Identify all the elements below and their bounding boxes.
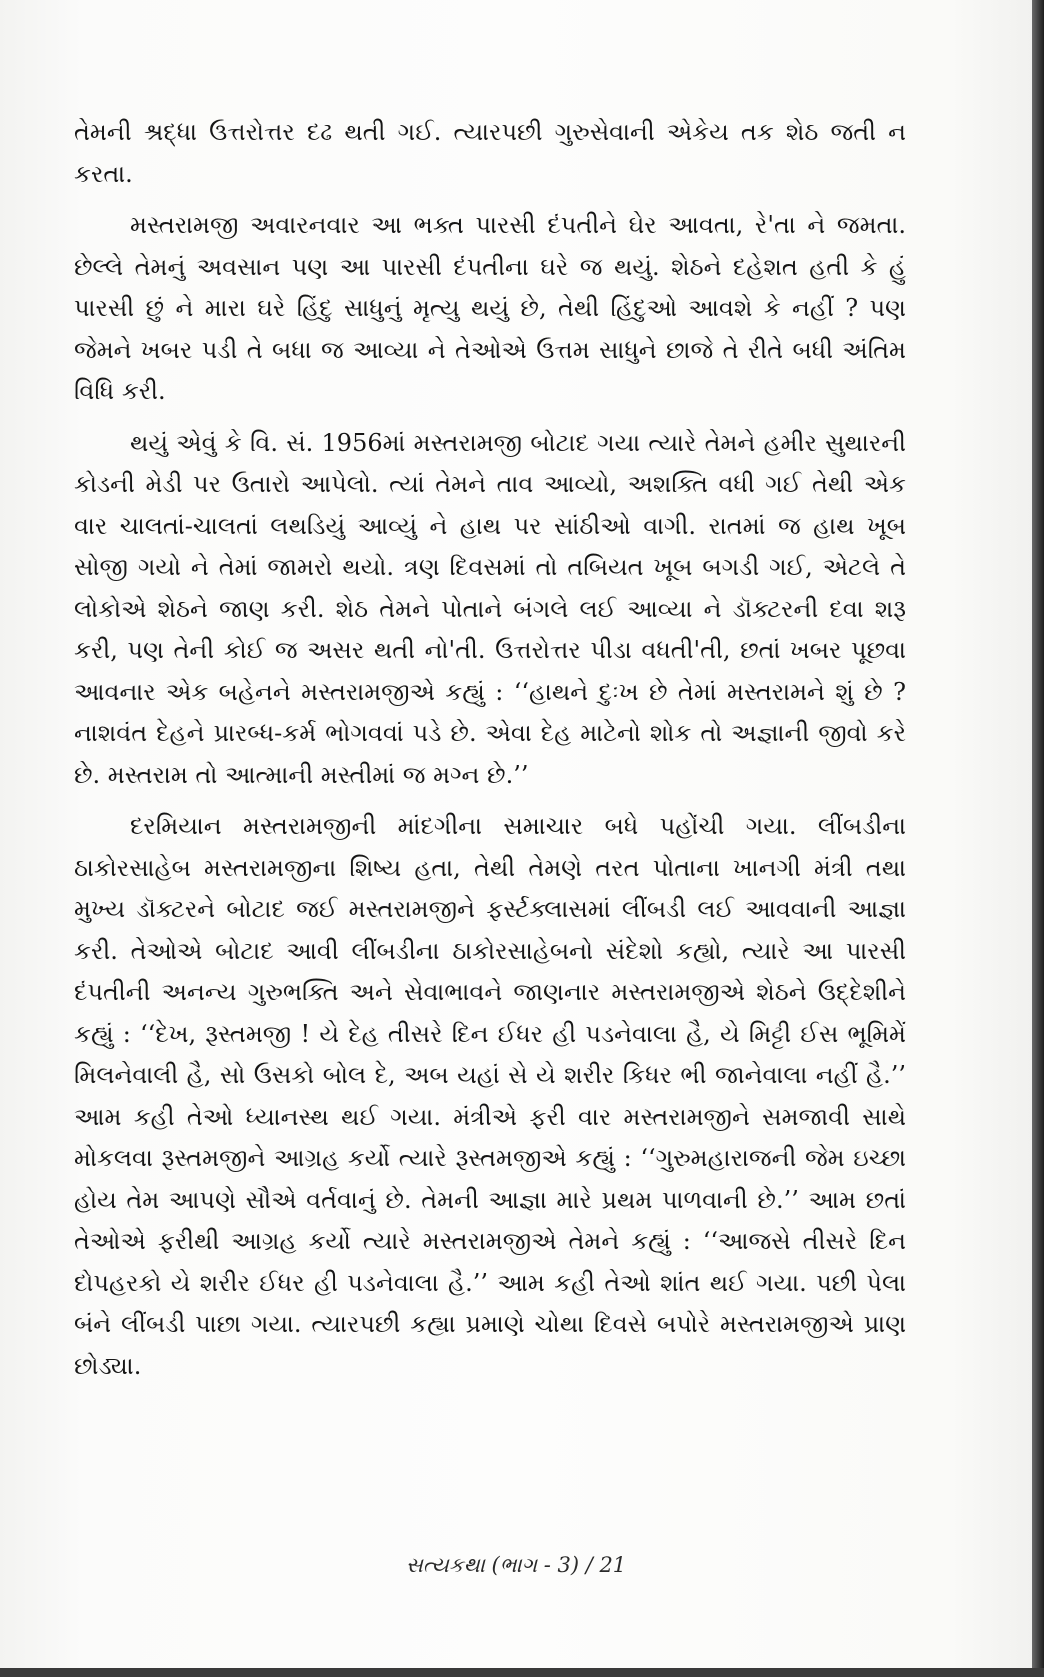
paragraph-2: મસ્તરામજી અવારનવાર આ ભક્ત પારસી દંપતીને ઘેર આવતા, રે'તા ને જમતા. છેલ્લે તેમનું અવસાન પણ આ પારસી દંપતીના ઘરે જ થયું. શેઠને દહેશત હતી કે હું પારસી છું ને મારા ઘરે હિંદુ સાધુનું મૃત્યુ થયું છે, તેથી હિંદુઓ આવશે કે નહીં ? પણ જેમને ખબર પડી તે બધા જ આવ્યા ને તેઓએ ઉત્તમ સાધુને છાજે તે રીતે બધી અંતિમ વિધિ કરી. <box>74 211 906 405</box>
paragraph-3: થયું એવું કે વિ. સં. 1956માં મસ્તરામજી બોટાદ ગયા ત્યારે તેમને હમીર સુથારની કોડની મેડી પર ઉતારો આપેલો. ત્યાં તેમને તાવ આવ્યો, અશક્તિ વધી ગઈ તેથી એક વાર ચાલતાં-ચાલતાં લથડિયું આવ્યું ને હાથ પર સાંઠીઓ વાગી. રાતમાં જ હાથ ખૂબ સોજી ગયો ને તેમાં જામરો થયો. ત્રણ દિવસમાં તો તબિયત ખૂબ બગડી ગઈ, એટલે તે લોકોએ શેઠને જાણ કરી. શેઠ તેમને પોતાને બંગલે લઈ આવ્યા ને ડૉક્ટરની દવા શરૂ કરી, પણ તેની કોઈ જ અસર થતી નો'તી. ઉત્તરોત્તર પીડા વધતી'તી, છતાં ખબર પૂછવા આવનાર એક બહેનને મસ્તરામજીએ કહ્યું : ‘‘હાથને દુઃખ છે તેમાં મસ્તરામને શું છે ? નાશવંત દેહને પ્રારબ્ધ-કર્મ ભોગવવાં પડે છે. એવા દેહ માટેનો શોક તો અજ્ઞાની જીવો કરે છે. મસ્તરામ તો આત્માની મસ્તીમાં જ મગ્ન છે.’’ <box>74 428 906 789</box>
page-bottom-shadow <box>0 1668 1044 1677</box>
page-footer: સત્યકથા (ભાગ - 3) / 21 <box>405 1553 627 1577</box>
page-body-text <box>74 112 906 1397</box>
paragraph-4: દરમિયાન મસ્તરામજીની માંદગીના સમાચાર બધે પહોંચી ગયા. લીંબડીના ઠાકોરસાહેબ મસ્તરામજીના શિષ્ય હતા, તેથી તેમણે તરત પોતાના ખાનગી મંત્રી તથા મુખ્ય ડૉક્ટરને બોટાદ જઈ મસ્તરામજીને ફર્સ્ટક્લાસમાં લીંબડી લઈ આવવાની આજ્ઞા કરી. તેઓએ બોટાદ આવી લીંબડીના ઠાકોરસાહેબનો સંદેશો કહ્યો, ત્યારે આ પારસી દંપતીની અનન્ય ગુરુભક્તિ અને સેવાભાવને જાણનાર મસ્તરામજીએ શેઠને ઉદ્દેશીને કહ્યું : ‘‘દેખ, રૂસ્તમજી ! યે દેહ તીસરે દિન ઈધર હી પડનેવાલા હૈ, યે મિટ્ટી ઈસ ભૂમિમેં મિલનેવાલી હૈ, સો ઉસકો બોલ દે, અબ યહાં સે યે શરીર કિધર ભી જાનેવાલા નહીં હૈ.’’ આમ કહી તેઓ ધ્યાનસ્થ થઈ ગયા. મંત્રીએ ફરી વાર મસ્તરામજીને સમજાવી સાથે મોકલવા રૂસ્તમજીને આગ્રહ કર્યો ત્યારે રૂસ્તમજીએ કહ્યું : ‘‘ગુરુમહારાજની જેમ ઇચ્છા હોય તેમ આપણે સૌએ વર્તવાનું છે. તેમની આજ્ઞા મારે પ્રથમ પાળવાની છે.’’ આમ છતાં તેઓએ ફરીથી આગ્રહ કર્યો ત્યારે મસ્તરામજીએ તેમને કહ્યું : ‘‘આજસે તીસરે દિન દોપહરકો યે શરીર ઈધર હી પડનેવાલા હૈ.’’ આમ કહી તેઓ શાંત થઈ ગયા. પછી પેલા બંને લીંબડી પાછા ગયા. ત્યારપછી કહ્યા પ્રમાણે ચોથા દિવસે બપોરે મસ્તરામજીએ પ્રાણ છોડ્યા. <box>74 812 907 1380</box>
paragraph-1: તેમની શ્રદ્ધા ઉત્તરોત્તર દઢ થતી ગઈ. ત્યારપછી ગુરુસેવાની એકેય તક શેઠ જતી ન કરતા. <box>74 118 906 188</box>
page-edge-shadow <box>1032 0 1044 1677</box>
